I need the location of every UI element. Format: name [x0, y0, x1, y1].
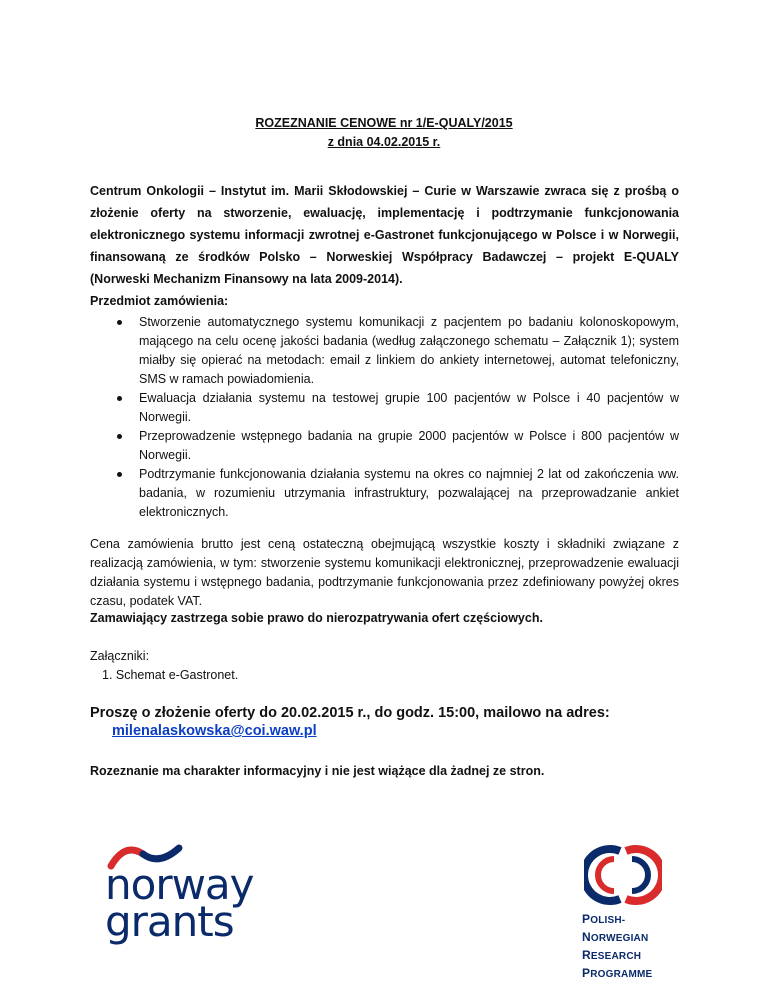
pnrp-text: POLISH-NORWEGIAN RESEARCH PROGRAMME — [582, 912, 653, 980]
bullet-icon — [117, 320, 122, 325]
document-title — [0, 114, 768, 152]
attachment-item: 1. Schemat e-Gastronet. — [102, 668, 239, 682]
bullet-icon — [117, 434, 122, 439]
price-paragraph: Cena zamówienia brutto jest ceną ostateczną obejmującą wszystkie koszty i składniki związane z realizacją zamówienia, w tym: stworzenie systemu komunikacji elektronicznej, przeprowadzenie ewaluacji działania systemu i wstępnego badania, podtrzymanie funkcjonowania przez zdefiniowany powyżej okres czasu, podatek VAT. — [90, 537, 679, 608]
attachments-label: Załączniki: — [90, 649, 150, 663]
grants-word: grants — [105, 897, 234, 946]
title-line-1: ROZEZNANIE CENOWE nr 1/E-QUALY/2015 — [255, 116, 513, 130]
intro-paragraph: Centrum Onkologii – Instytut im. Marii Skłodowskiej – Curie w Warszawie zwraca się z prośbą o złożenie oferty na stworzenie, ewaluację, implementację i podtrzymanie funkcjonowania elektronicznego systemu informacji zwrotnej e-Gastronet funkcjonującego w Polsce i w Norwegii, finansowaną ze środków Polsko – Norweskiej Współpracy Badawczej – projekt E-QUALY (Norweski Mechanizm Finansowy na lata 2009-2014). — [90, 184, 679, 286]
informational-note: Rozeznanie ma charakter informacyjny i nie jest wiążące dla żadnej ze stron. — [90, 764, 545, 778]
list-item: Ewaluacja działania systemu na testowej grupie 100 pacjentów w Polsce i 40 pacjentów w Norwegii. — [90, 389, 679, 427]
list-item: Przeprowadzenie wstępnego badania na grupie 2000 pacjentów w Polsce i 800 pacjentów w Norwegii. — [90, 427, 679, 465]
title-line-2: z dnia 04.02.2015 r. — [327, 135, 441, 149]
bullet-icon — [117, 396, 122, 401]
subject-heading: Przedmiot zamówienia: — [90, 294, 229, 308]
subject-list — [90, 313, 679, 522]
list-item: Podtrzymanie funkcjonowania działania systemu na okres co najmniej 2 lat od zakończenia ww. badania, w rozumieniu utrzymania infrastruktury, pozwalającej na przeprowadzanie ankiet elektronicznych. — [90, 465, 679, 522]
offer-request: Proszę o złożenie oferty do 20.02.2015 r., do godz. 15:00, mailowo na adres: — [90, 705, 610, 721]
norway-grants-logo — [105, 840, 275, 960]
list-item: Stworzenie automatycznego systemu komunikacji z pacjentem po badaniu kolonoskopowym, mającego na celu ocenę jakości badania (według załączonego schematu – Załącznik 1); system miałby się opierać na metodach: email z linkiem do ankiety internetowej, automat telefoniczny, SMS w ramach powiadomienia. — [90, 313, 679, 389]
pnrp-rings-icon — [584, 845, 662, 905]
email-link[interactable]: milenalaskowska@coi.waw.pl — [112, 723, 317, 739]
pnrp-logo — [580, 845, 690, 980]
reserve-statement: Zamawiający zastrzega sobie prawo do nierozpatrywania ofert częściowych. — [90, 611, 543, 625]
norway-word: norway — [105, 860, 254, 909]
bullet-icon — [117, 472, 122, 477]
